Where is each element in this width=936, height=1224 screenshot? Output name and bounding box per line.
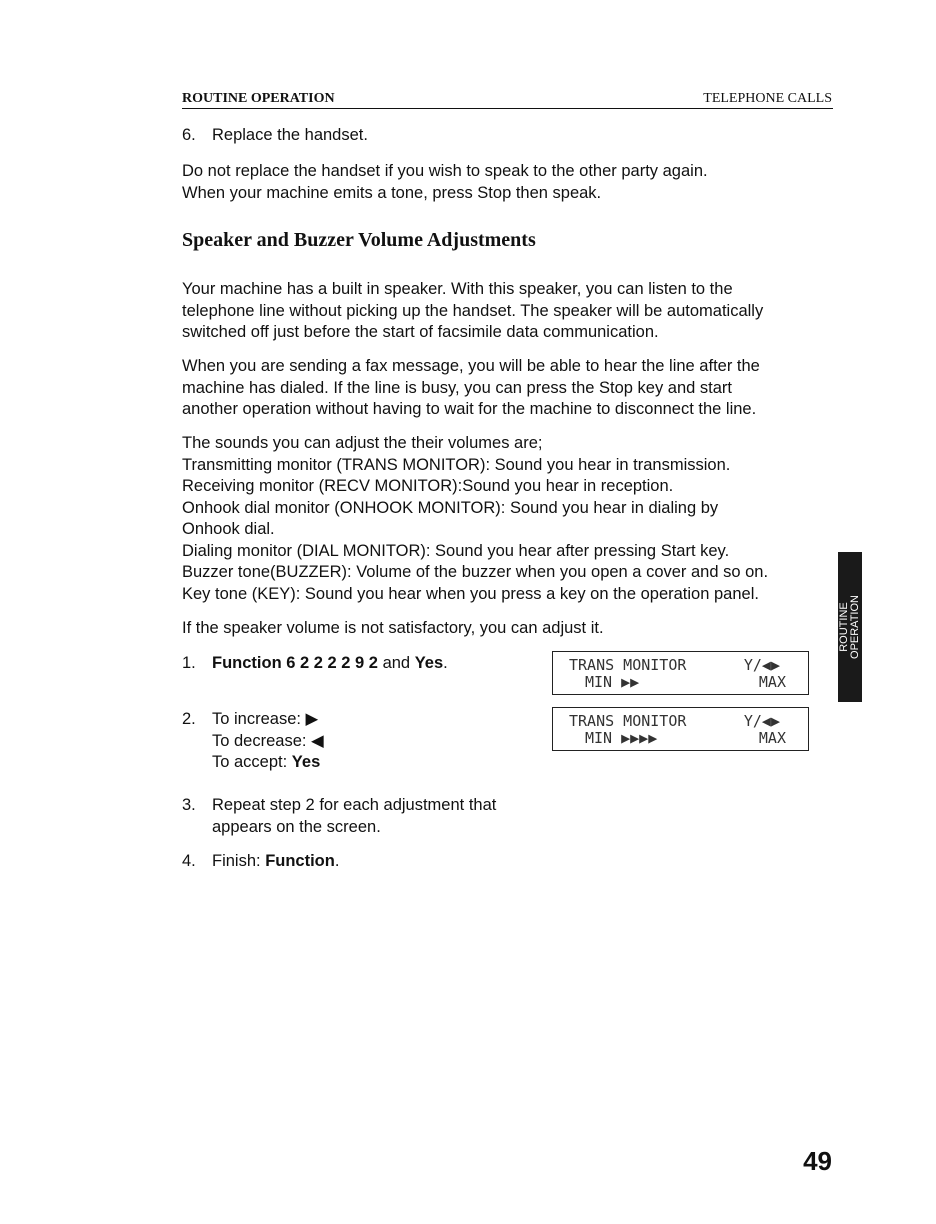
lcd-row1-keys: Y/◀▶	[743, 712, 780, 730]
side-tab-line: OPERATION	[849, 595, 861, 659]
header-rule	[182, 108, 833, 109]
note-line: When your machine emits a tone, press Stop then speak.	[182, 183, 602, 202]
paragraph-line: another operation without having to wait for the machine to disconnect the line.	[182, 400, 757, 418]
lcd-display-1	[552, 651, 809, 695]
accept-line	[212, 752, 552, 774]
step-text-part: .	[334, 852, 340, 870]
key-name: Function	[265, 852, 335, 870]
step-line: Repeat step 2 for each adjustment that	[212, 796, 497, 814]
key-name: Yes	[414, 654, 444, 672]
step-text	[212, 795, 552, 838]
step-text: Replace the handset.	[212, 126, 368, 144]
step-number: 4.	[182, 852, 196, 870]
key-sequence: Function 6 2 2 2 2 9 2	[212, 654, 378, 672]
running-header-section: ROUTINE OPERATION	[182, 91, 335, 106]
page-number: 49	[803, 1146, 832, 1176]
list-line: Buzzer tone(BUZZER): Volume of the buzzer when you open a cover and so on.	[182, 563, 769, 581]
lcd-row1-label: TRANS MONITOR	[569, 712, 687, 730]
step-text	[212, 709, 552, 774]
step-text	[212, 851, 552, 873]
running-header-chapter: TELEPHONE CALLS	[703, 91, 832, 106]
list-line: Onhook dial.	[182, 520, 275, 538]
speaker-paragraph	[182, 279, 842, 344]
paragraph-line: telephone line without picking up the handset. The speaker will be automatically	[182, 301, 764, 320]
step-number: 3.	[182, 796, 196, 814]
step-text-part: Finish:	[212, 852, 266, 870]
sounds-list	[182, 433, 842, 605]
lcd-display-2	[552, 707, 809, 751]
handset-note	[182, 161, 842, 204]
list-line: Receiving monitor (RECV MONITOR):Sound you hear in reception.	[182, 477, 674, 495]
paragraph-line: machine has dialed. If the line is busy, you can press the Stop key and start	[182, 378, 733, 397]
lcd-row1-label: TRANS MONITOR	[569, 656, 687, 674]
lcd-row2-level: MIN ▶▶	[585, 673, 640, 691]
sending-paragraph	[182, 356, 842, 421]
step-number: 2.	[182, 710, 196, 728]
lcd-row2-max: MAX	[758, 729, 786, 747]
paragraph-line: When you are sending a fax message, you will be able to hear the line after the	[182, 357, 760, 375]
lcd-row2-max: MAX	[758, 673, 786, 691]
step-line: appears on the screen.	[212, 817, 381, 836]
paragraph-line: switched off just before the start of facsimile data communication.	[182, 323, 659, 341]
note-line: Do not replace the handset if you wish to speak to the other party again.	[182, 162, 708, 180]
step-text-part: .	[443, 654, 448, 672]
lcd-row1-keys: Y/◀▶	[743, 656, 780, 674]
decrease-line: To decrease: ◀	[212, 731, 324, 750]
list-line: Dialing monitor (DIAL MONITOR): Sound you hear after pressing Start key.	[182, 541, 730, 560]
paragraph-line: Your machine has a built in speaker. With this speaker, you can listen to the	[182, 280, 733, 298]
list-line: Transmitting monitor (TRANS MONITOR): Sound you hear in transmission.	[182, 455, 731, 474]
list-line: Key tone (KEY): Sound you hear when you press a key on the operation panel.	[182, 584, 759, 603]
chapter-side-tab	[838, 552, 862, 702]
side-tab-label	[839, 595, 861, 659]
increase-line: To increase: ▶	[212, 710, 319, 728]
step-text	[212, 653, 552, 675]
adjust-note: If the speaker volume is not satisfactory, you can adjust it.	[182, 619, 604, 637]
section-title: Speaker and Buzzer Volume Adjustments	[182, 229, 536, 251]
step-number: 1.	[182, 654, 196, 672]
list-line: The sounds you can adjust the their volumes are;	[182, 434, 543, 452]
side-tab-line: ROUTINE	[838, 602, 850, 652]
key-name: Yes	[291, 753, 321, 771]
lcd-row2-level: MIN ▶▶▶▶	[585, 729, 658, 747]
list-line: Onhook dial monitor (ONHOOK MONITOR): Sound you hear in dialing by	[182, 498, 719, 517]
step-text-part: and	[377, 654, 415, 672]
step-number: 6.	[182, 126, 196, 144]
step-text-part: To accept:	[212, 753, 292, 771]
